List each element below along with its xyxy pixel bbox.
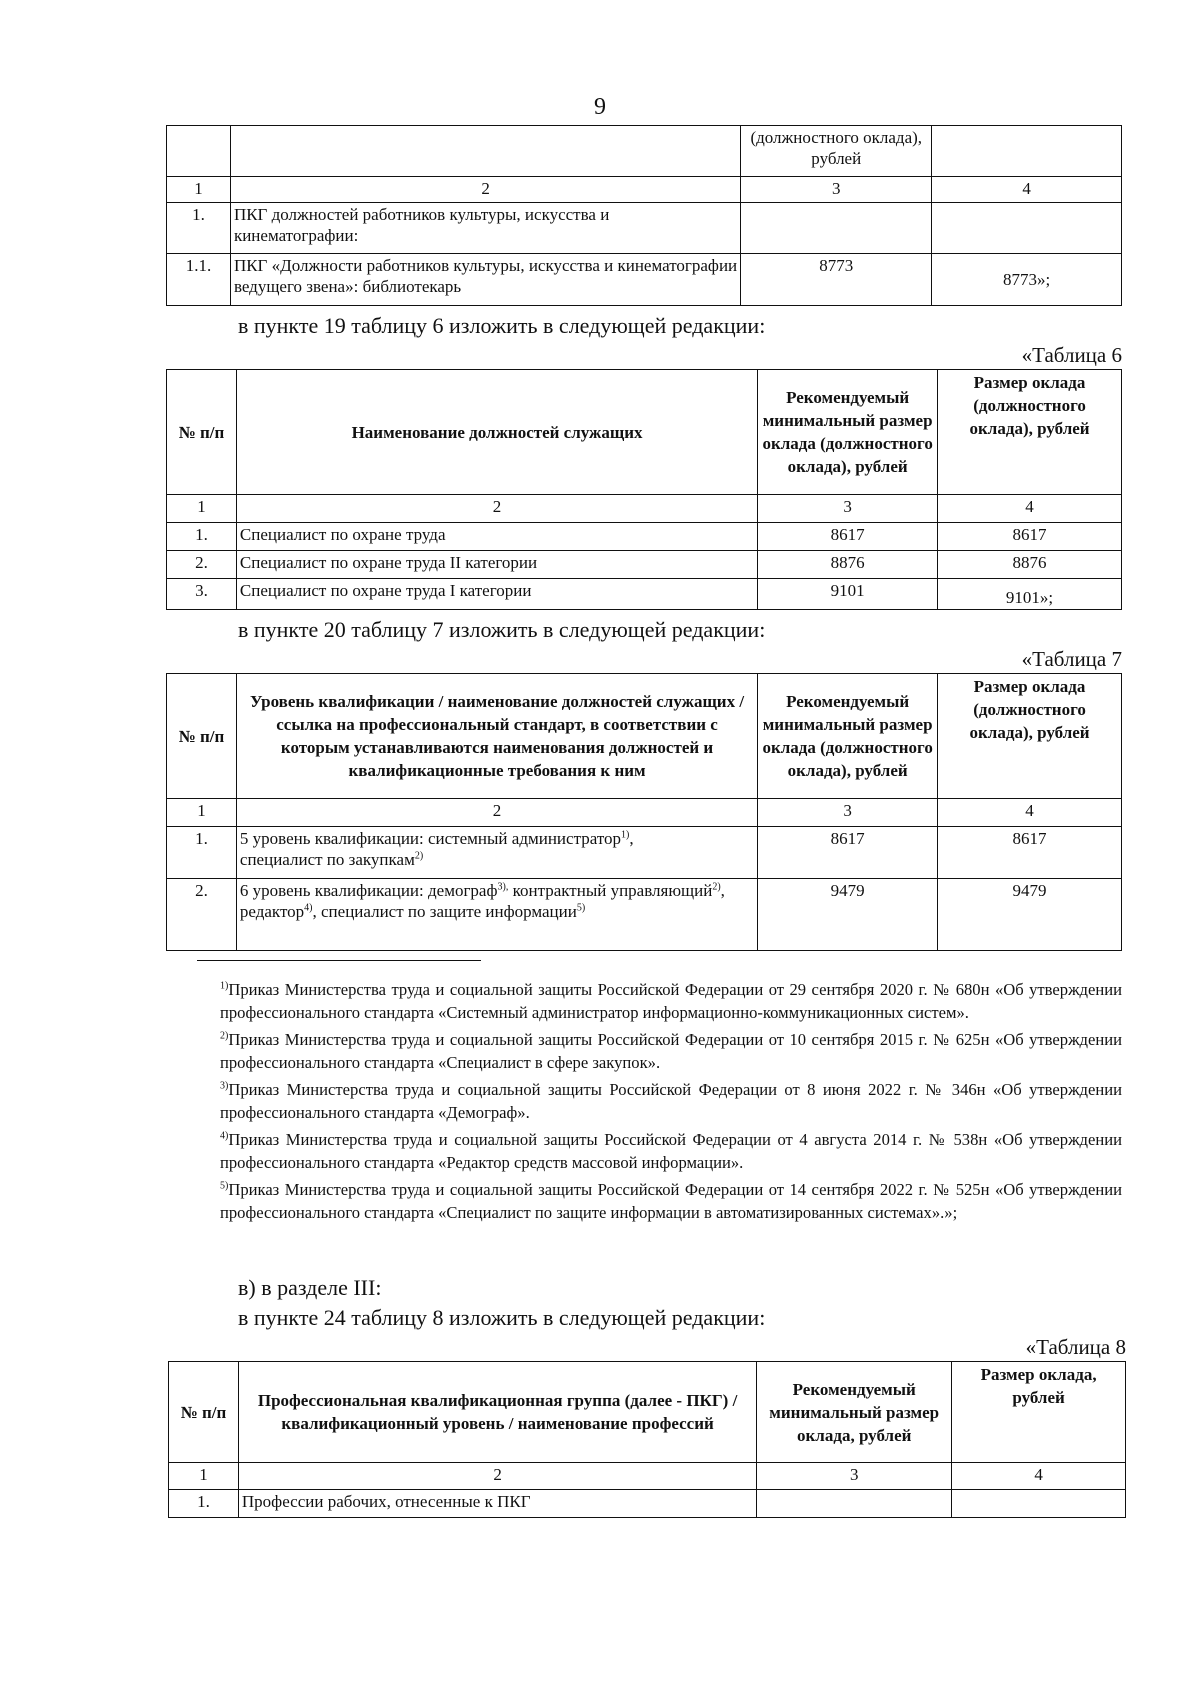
header-recommended: Рекомендуемый минимальный размер оклада, рублей (757, 1362, 952, 1463)
column-number: 2 (236, 799, 757, 827)
header-number: № п/п (169, 1362, 239, 1463)
table8-caption: «Таблица 8 (1025, 1335, 1126, 1359)
row-value-salary: 9101»; (938, 579, 1122, 610)
column-number: 4 (932, 177, 1122, 203)
header-name: Наименование должностей служащих (236, 370, 757, 495)
header-group: Профессиональная квалификационная группа (далее - ПКГ) / квалификационный уровень / наименование профессий (238, 1362, 756, 1463)
header-qualification: Уровень квалификации / наименование должностей служащих / ссылка на профессиональный стандарт, в соответствии с которым устанавливаются наименования должностей и квалификационные требования к ним (236, 674, 757, 799)
table-row (169, 1490, 1126, 1518)
row-name: Специалист по охране труда (236, 523, 757, 551)
header-number: № п/п (167, 674, 237, 799)
footnote-3: $^{3)}$Приказ Министерства труда и социальной защиты Российской Федерации от 8 июня 2022 г. № 346н «Об утверждении профессионального стандарта «Демограф». (220, 1080, 1122, 1122)
row-number: 2. (167, 551, 237, 579)
row-value-salary: 8617 (938, 827, 1122, 879)
row-value-recommended: 8617 (758, 827, 938, 879)
row-value-salary: 9479 (938, 879, 1122, 951)
row-name: Профессии рабочих, отнесенные к ПКГ (238, 1490, 756, 1518)
row-value-salary (952, 1490, 1126, 1518)
table6-caption: «Таблица 6 (1021, 343, 1122, 367)
row-number: 1. (167, 523, 237, 551)
paragraph-table6-intro: в пункте 19 таблицу 6 изложить в следующей редакции: (238, 313, 766, 338)
header-salary: Размер оклада (должностного оклада), рублей (938, 674, 1122, 799)
row-number: 1. (169, 1490, 239, 1518)
row-value-salary (932, 203, 1122, 254)
row-value-salary: 8617 (938, 523, 1122, 551)
row-name: Специалист по охране труда I категории (236, 579, 757, 610)
table-row (167, 579, 1122, 610)
column-number: 1 (167, 177, 231, 203)
row-number: 1. (167, 203, 231, 254)
row-value-recommended: 8876 (758, 551, 938, 579)
row-value-recommended (741, 203, 932, 254)
table-cell (932, 126, 1122, 177)
column-number: 1 (169, 1463, 239, 1490)
table-row (167, 523, 1122, 551)
header-salary: Размер оклада, рублей (952, 1362, 1126, 1463)
footnote-1: $^{1)}$Приказ Министерства труда и социальной защиты Российской Федерации от 29 сентября 2020 г. № 680н «Об утверждении профессионального стандарта «Системный администратор информационно-коммуникационных систем». (220, 980, 1122, 1022)
header-recommended: Рекомендуемый минимальный размер оклада (должностного оклада), рублей (758, 674, 938, 799)
row-value-recommended: 9479 (758, 879, 938, 951)
row-number: 1.1. (167, 254, 231, 306)
row-name: 6 уровень квалификации: демограф$^{3),}$ контрактный управляющий$^{2)}$, редактор$^{4)}$, специалист по защите информации$^{5)}$ (236, 879, 757, 951)
row-name: ПКГ «Должности работников культуры, искусства и кинематографии ведущего звена»: библиотекарь (230, 254, 740, 306)
paragraph-section-iii: в) в разделе III: (238, 1275, 382, 1300)
row-value-salary: 8773»; (932, 254, 1122, 306)
footnote-divider (197, 960, 481, 961)
table-8 (168, 1361, 1126, 1518)
column-number: 2 (236, 495, 757, 523)
column-number: 2 (230, 177, 740, 203)
table-row (167, 203, 1122, 254)
column-number: 2 (238, 1463, 756, 1490)
paragraph-table7-intro: в пункте 20 таблицу 7 изложить в следующей редакции: (238, 617, 766, 642)
table-row (167, 827, 1122, 879)
table-header-cell: (должностного оклада), рублей (741, 126, 932, 177)
column-number: 3 (757, 1463, 952, 1490)
table-row (167, 551, 1122, 579)
table-7 (166, 673, 1122, 951)
header-number: № п/п (167, 370, 237, 495)
row-number: 2. (167, 879, 237, 951)
footnotes (168, 978, 1122, 1224)
footnote-2: $^{2)}$Приказ Министерства труда и социальной защиты Российской Федерации от 10 сентября 2015 г. № 625н «Об утверждении профессионального стандарта «Специалист в сфере закупок». (220, 1030, 1122, 1072)
column-number: 1 (167, 799, 237, 827)
table-row (167, 879, 1122, 951)
column-number: 4 (938, 495, 1122, 523)
row-value-recommended: 9101 (758, 579, 938, 610)
page-number: 9 (594, 94, 606, 120)
header-recommended: Рекомендуемый минимальный размер оклада (должностного оклада), рублей (758, 370, 938, 495)
header-salary: Размер оклада (должностного оклада), рублей (938, 370, 1122, 495)
row-value-recommended: 8773 (741, 254, 932, 306)
footnote-4: $^{4)}$Приказ Министерства труда и социальной защиты Российской Федерации от 4 августа 2014 г. № 538н «Об утверждении профессионального стандарта «Редактор средств массовой информации». (220, 1130, 1122, 1172)
table-cell (167, 126, 231, 177)
row-name: 5 уровень квалификации: системный администратор$^{1)}$, специалист по закупкам$^{2)}$ (236, 827, 757, 879)
row-number: 1. (167, 827, 237, 879)
row-number: 3. (167, 579, 237, 610)
footnote-5: $^{5)}$Приказ Министерства труда и социальной защиты Российской Федерации от 14 сентября 2022 г. № 525н «Об утверждении профессионального стандарта «Специалист по защите информации в автоматизированных системах».»; (220, 1180, 1122, 1222)
table-cell (230, 126, 740, 177)
table-row (167, 254, 1122, 306)
row-name: Специалист по охране труда II категории (236, 551, 757, 579)
column-number: 4 (952, 1463, 1126, 1490)
row-name: ПКГ должностей работников культуры, искусства и кинематографии: (230, 203, 740, 254)
column-number: 3 (741, 177, 932, 203)
column-number: 1 (167, 495, 237, 523)
row-value-salary: 8876 (938, 551, 1122, 579)
column-number: 4 (938, 799, 1122, 827)
column-number: 3 (758, 495, 938, 523)
paragraph-table8-intro: в пункте 24 таблицу 8 изложить в следующей редакции: (238, 1305, 766, 1330)
column-number: 3 (758, 799, 938, 827)
table7-caption: «Таблица 7 (1021, 647, 1122, 671)
table-6 (166, 369, 1122, 610)
row-value-recommended (757, 1490, 952, 1518)
row-value-recommended: 8617 (758, 523, 938, 551)
top-table (166, 125, 1122, 306)
